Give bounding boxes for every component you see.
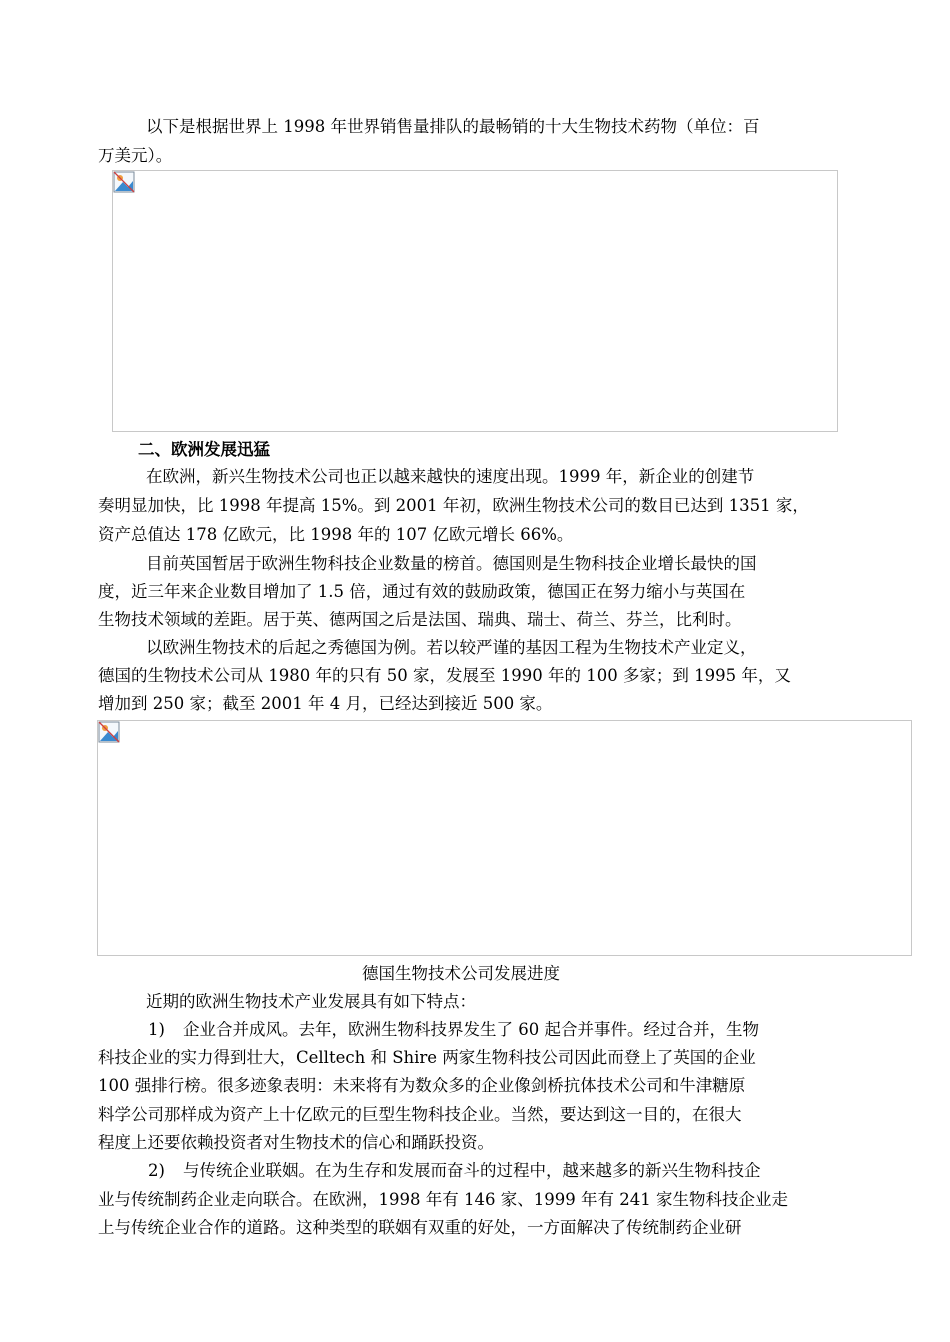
para1-line-3: 资产总值达 178 亿欧元，比 1998 年的 107 亿欧元增长 66%。 — [98, 525, 574, 544]
item2-line-3: 上与传统企业合作的道路。这种类型的联姻有双重的好处，一方面解决了传统制药企业研 — [98, 1218, 742, 1237]
para3-line-3: 增加到 250 家；截至 2001 年 4 月，已经达到接近 500 家。 — [98, 694, 553, 713]
image-placeholder-german-biotech — [97, 720, 912, 956]
para3-line-2: 德国的生物技术公司从 1980 年的只有 50 家，发展至 1990 年的 100 多家；到 1995 年，又 — [98, 666, 791, 685]
item1-line-2: 科技企业的实力得到壮大，Celltech 和 Shire 两家生物科技公司因此而登上了英国的企业 — [98, 1048, 756, 1067]
item1-number: 1) — [148, 1020, 165, 1039]
item2-line-2: 业与传统制药企业走向联合。在欧洲，1998 年有 146 家、1999 年有 241 家生物科技企业走 — [98, 1190, 788, 1209]
item1-line-3: 100 强排行榜。很多迹象表明：未来将有为数众多的企业像剑桥抗体技术公司和牛津糖原 — [98, 1076, 746, 1095]
section-heading: 二、欧洲发展迅猛 — [138, 440, 270, 459]
intro-line-1: 以下是根据世界上 1998 年世界销售量排队的最畅销的十大生物技术药物（单位：百 — [146, 117, 760, 136]
para4-line-1: 近期的欧洲生物技术产业发展具有如下特点： — [146, 992, 476, 1011]
para1-line-1: 在欧洲，新兴生物技术公司也正以越来越快的速度出现。1999 年，新企业的创建节 — [146, 467, 755, 486]
broken-image-icon — [98, 721, 120, 743]
para2-line-2: 度，近三年来企业数目增加了 1.5 倍，通过有效的鼓励政策，德国正在努力缩小与英国在 — [98, 582, 746, 601]
para1-line-2: 奏明显加快，比 1998 年提高 15%。到 2001 年初，欧洲生物技术公司的数目已达到 1351 家， — [98, 496, 809, 515]
para2-line-3: 生物技术领域的差距。居于英、德两国之后是法国、瑞典、瑞士、荷兰、芬兰，比利时。 — [98, 610, 742, 629]
item2-number: 2) — [148, 1161, 165, 1180]
item1-line-1: 企业合并成风。去年，欧洲生物科技界发生了 60 起合并事件。经过合并，生物 — [183, 1020, 759, 1039]
para3-line-1: 以欧洲生物技术的后起之秀德国为例。若以较严谨的基因工程为生物技术产业定义， — [146, 638, 757, 657]
item1-line-5: 程度上还要依赖投资者对生物技术的信心和踊跃投资。 — [98, 1133, 494, 1152]
item1-line-4: 料学公司那样成为资产上十亿欧元的巨型生物科技企业。当然，要达到这一目的，在很大 — [98, 1105, 742, 1124]
intro-line-2: 万美元）。 — [98, 146, 173, 165]
image-placeholder-top-ten-drugs — [112, 170, 838, 432]
para2-line-1: 目前英国暂居于欧洲生物科技企业数量的榜首。德国则是生物科技企业增长最快的国 — [146, 554, 757, 573]
image-caption: 德国生物技术公司发展进度 — [362, 964, 560, 983]
broken-image-icon — [113, 171, 135, 193]
item2-line-1: 与传统企业联姻。在为生存和发展而奋斗的过程中，越来越多的新兴生物科技企 — [183, 1161, 761, 1180]
